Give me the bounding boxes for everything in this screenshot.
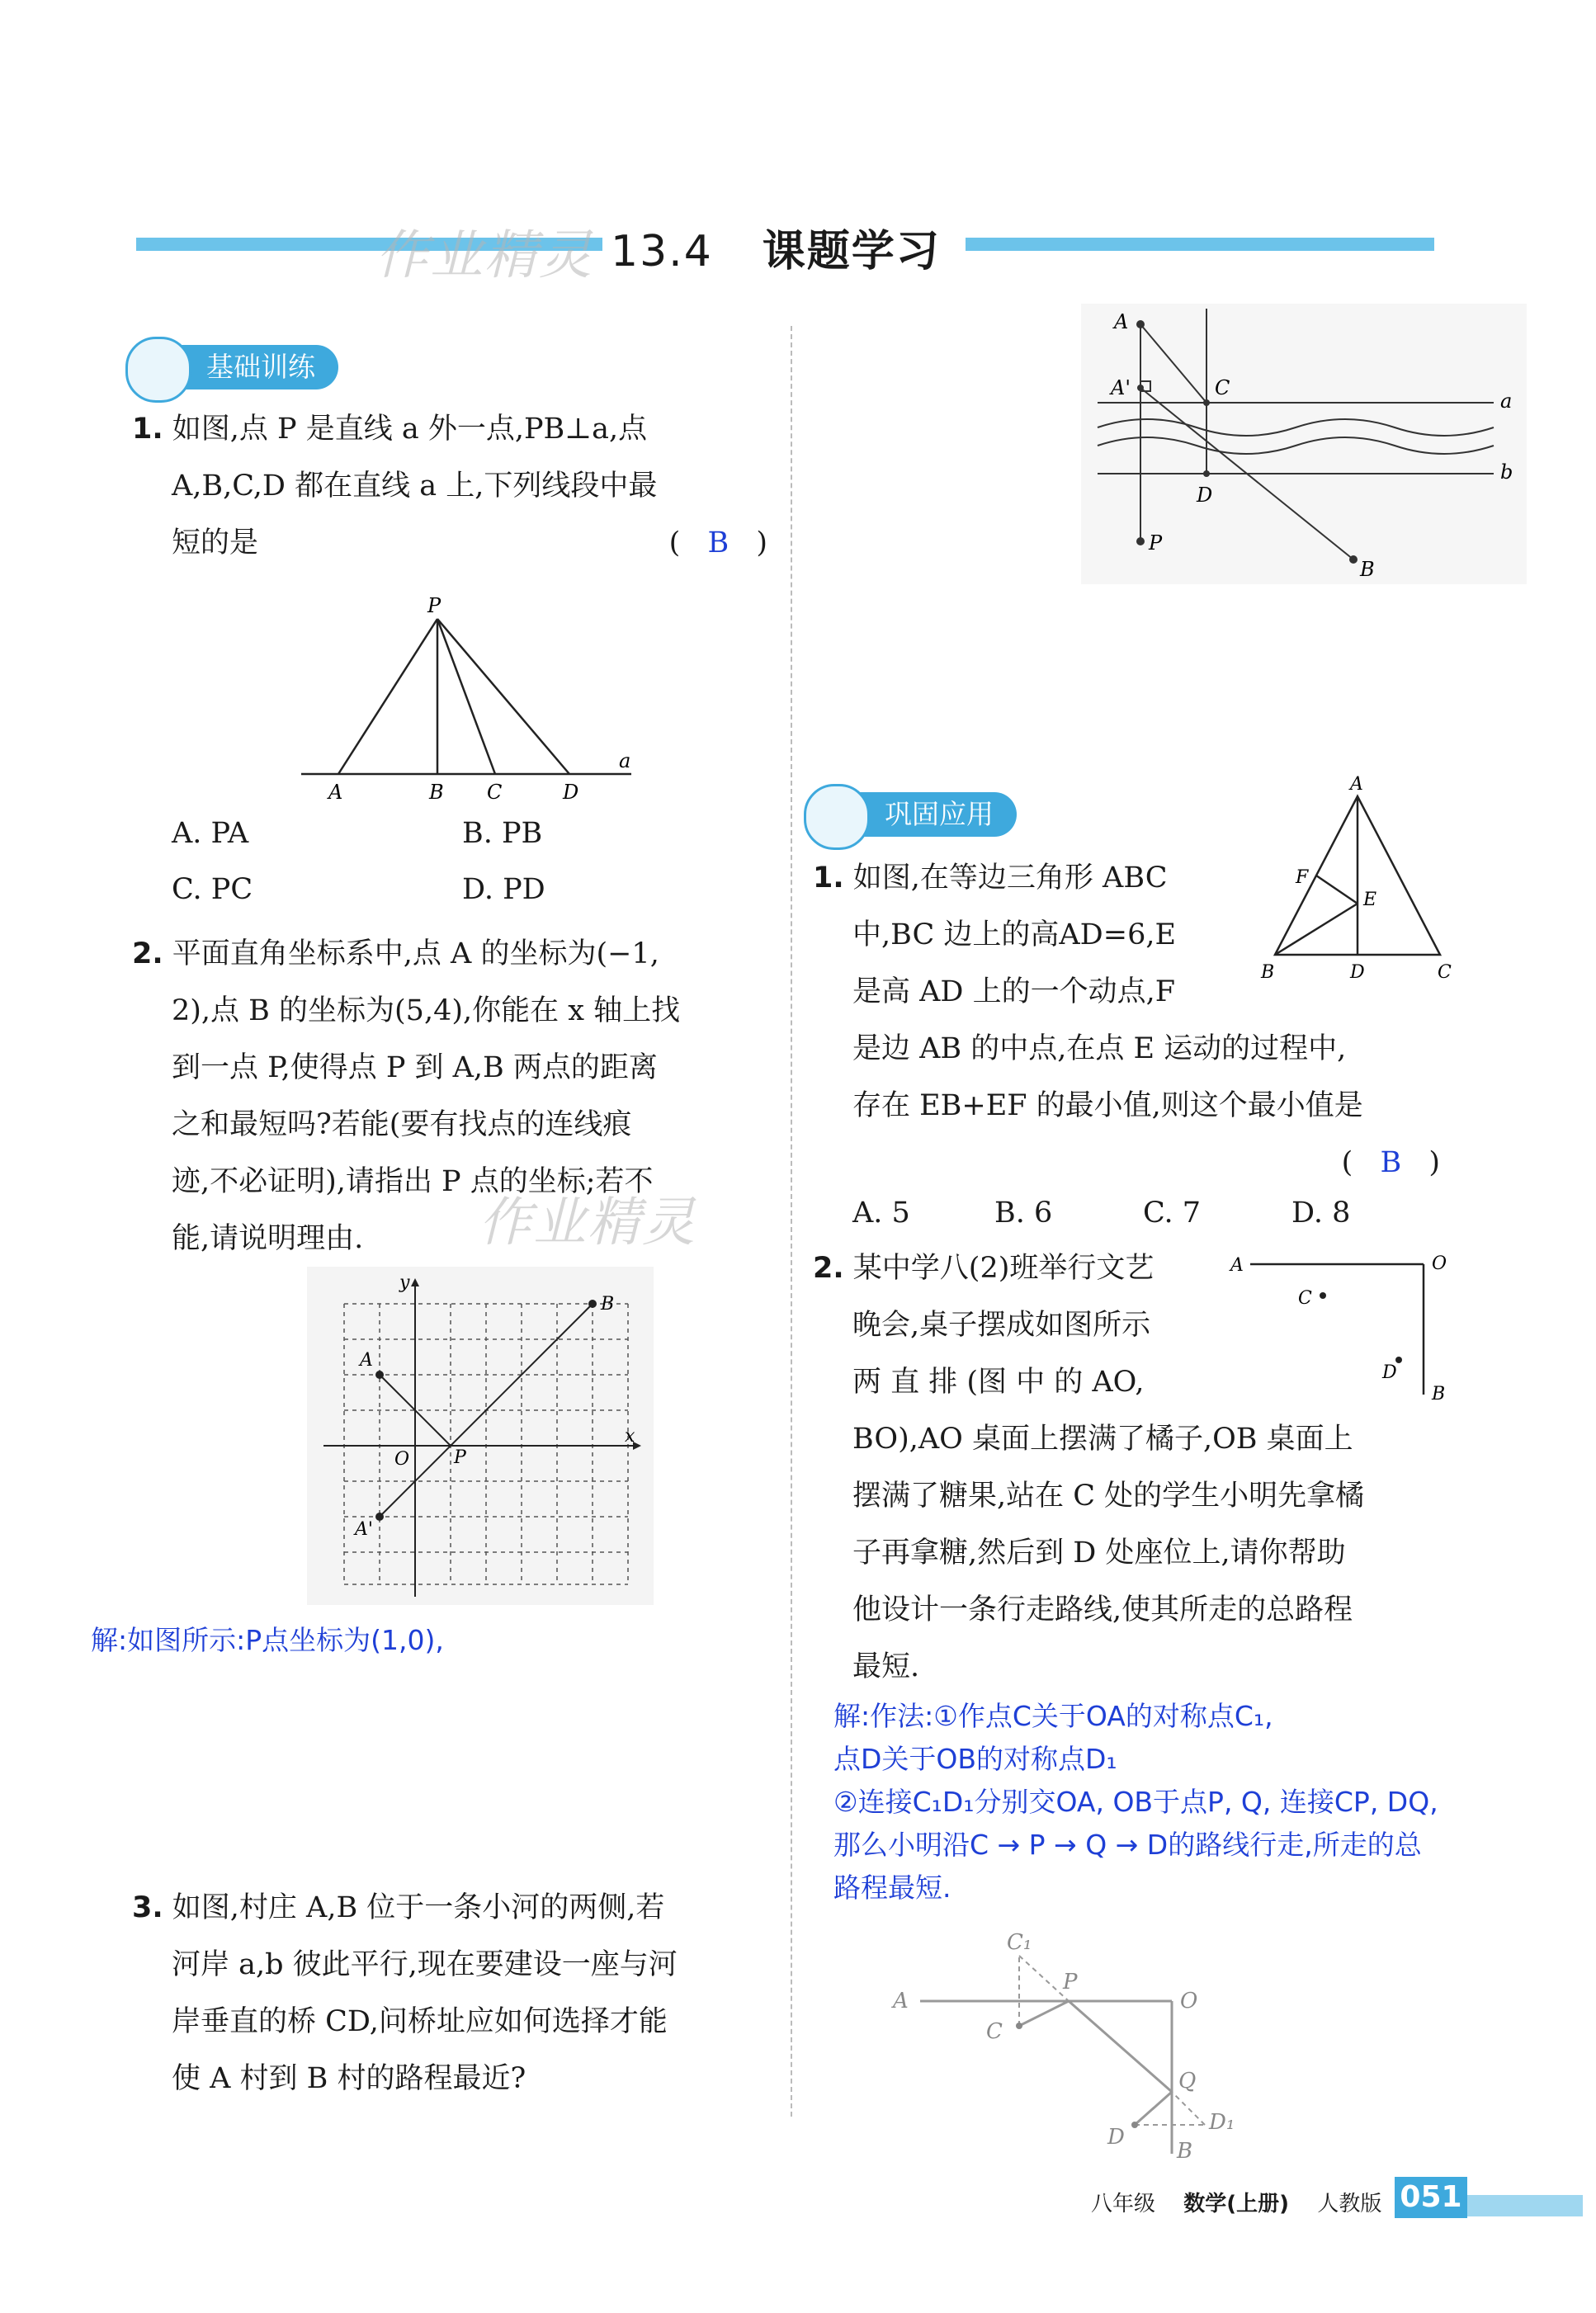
svg-text:O: O bbox=[1432, 1253, 1447, 1274]
watermark-top: 作业精灵 bbox=[375, 225, 593, 286]
svg-text:B: B bbox=[1261, 962, 1275, 983]
svg-text:B: B bbox=[1177, 2139, 1193, 2162]
label-P: P bbox=[427, 594, 441, 617]
svg-text:B: B bbox=[1360, 558, 1375, 581]
question-left-2: 2. 平面直角坐标系中,点 A 的坐标为(−1, 2),点 B 的坐标为(5,4),你能在 x 轴上找 到一点 P,使得点 P 到 A,B 两点的距离 之和最短吗?若能(要有找点的连线痕 迹,不必证明),请指出 P 点的坐标;若不 能,请说明理由. bbox=[132, 937, 681, 1255]
svg-text:A': A' bbox=[355, 1519, 373, 1540]
option-D: D. PD bbox=[462, 873, 545, 906]
svg-text:x: x bbox=[625, 1426, 635, 1447]
svg-text:A: A bbox=[893, 1989, 909, 2013]
option-C: C. PC bbox=[172, 873, 253, 906]
page-number: 051 bbox=[1395, 2177, 1467, 2218]
section-badge-consolidate: 巩固应用 bbox=[810, 792, 1017, 837]
figure-tables-solution bbox=[883, 1923, 1263, 2162]
footer-bar bbox=[1467, 2195, 1583, 2216]
svg-text:C: C bbox=[986, 2019, 1003, 2044]
svg-text:B: B bbox=[1432, 1384, 1446, 1404]
svg-text:B: B bbox=[601, 1294, 615, 1315]
svg-text:D: D bbox=[1382, 1362, 1397, 1383]
badge-icon bbox=[125, 337, 191, 403]
badge-icon bbox=[804, 784, 870, 850]
option-B: B. PB bbox=[462, 817, 543, 850]
svg-text:D: D bbox=[1107, 2125, 1125, 2150]
figure-equilateral-triangle bbox=[1254, 772, 1461, 1003]
option-r1-C: C. 7 bbox=[1143, 1197, 1202, 1230]
figure-coordinate-grid bbox=[307, 1267, 654, 1605]
label-D: D bbox=[563, 781, 579, 804]
solution-right-2: 解:作法:①作点C关于OA的对称点C₁, 点D关于OB的对称点D₁ ②连接C₁D₁分别交OA, OB于点P, Q, 连接CP, DQ, 那么小明沿C → P → Q → D的路线行走,所走的总 路程最短. bbox=[833, 1700, 1438, 1904]
figure-tables bbox=[1225, 1246, 1457, 1411]
label-a: a bbox=[619, 749, 631, 772]
svg-text:F: F bbox=[1296, 867, 1309, 888]
svg-text:D₁: D₁ bbox=[1209, 2110, 1235, 2135]
svg-text:D: D bbox=[1197, 484, 1213, 507]
option-A: A. PA bbox=[172, 817, 249, 850]
svg-text:P: P bbox=[454, 1447, 466, 1468]
section-title bbox=[611, 216, 941, 278]
column-divider bbox=[791, 326, 792, 2117]
watermark-middle: 作业精灵 bbox=[479, 1192, 696, 1253]
label-B: B bbox=[429, 781, 444, 804]
svg-text:y: y bbox=[399, 1272, 410, 1293]
svg-text:a: a bbox=[1500, 389, 1513, 413]
svg-text:C: C bbox=[1298, 1288, 1312, 1309]
svg-text:A: A bbox=[1350, 774, 1363, 795]
svg-text:E: E bbox=[1363, 890, 1377, 910]
question-left-1: 1. 如图,点 P 是直线 a 外一点,PB⊥a,点 A,B,C,D 都在直线 a 上,下列线段中最 短的是 ( B ) bbox=[132, 413, 767, 559]
question-right-1: 1. 如图,在等边三角形 ABC 中,BC 边上的高AD=6,E 是高 AD 上的一个动点,F 是边 AB 的中点,在点 E 运动的过程中, 存在 EB+EF 的最小值,则这个最小值是 ( B ) bbox=[813, 861, 1440, 1179]
section-badge-basic: 基础训练 bbox=[132, 345, 338, 389]
svg-text:A: A bbox=[1114, 310, 1129, 333]
question-right-2: 2. 某中学八(2)班举行文艺 晚会,桌子摆成如图所示 两 直 排 (图 中 的 AO, BO),AO 桌面上摆满了橘子,OB 桌面上 摆满了糖果,站在 C 处的学生小明先拿橘 子再拿糖,然后到 D 处座位上,请你帮助 他设计一条行走路线,使其所走的总路程 最短. bbox=[813, 1252, 1365, 1683]
svg-text:b: b bbox=[1500, 460, 1513, 484]
svg-text:P: P bbox=[1149, 531, 1163, 555]
svg-text:A: A bbox=[1230, 1255, 1244, 1276]
question-left-3: 3. 如图,村庄 A,B 位于一条小河的两侧,若 河岸 a,b 彼此平行,现在要建设一座与河 岸垂直的桥 CD,问桥址应如何选择才能 使 A 村到 B 村的路程最近? bbox=[132, 1891, 678, 2095]
svg-text:C₁: C₁ bbox=[1007, 1930, 1032, 1955]
title-bar-right bbox=[966, 238, 1434, 251]
svg-text:C: C bbox=[1215, 376, 1230, 399]
solution-left-2: 解:如图所示:P点坐标为(1,0), bbox=[91, 1624, 444, 1656]
option-r1-D: D. 8 bbox=[1291, 1197, 1351, 1230]
svg-text:D: D bbox=[1350, 962, 1365, 983]
svg-text:Q: Q bbox=[1178, 2069, 1197, 2094]
label-A: A bbox=[328, 781, 343, 804]
answer-left-1: B bbox=[707, 526, 730, 559]
svg-text:O: O bbox=[394, 1449, 410, 1470]
svg-text:C: C bbox=[1438, 962, 1452, 983]
svg-text:A': A' bbox=[1111, 376, 1131, 399]
footer-info: 八年级 数学(上册) 人教版 bbox=[1091, 2192, 1382, 2216]
option-r1-B: B. 6 bbox=[994, 1197, 1053, 1230]
section-number: 13.4 bbox=[611, 227, 713, 276]
svg-text:A: A bbox=[360, 1350, 373, 1371]
svg-text:O: O bbox=[1180, 1989, 1198, 2013]
svg-text:P: P bbox=[1063, 1970, 1078, 1994]
figure-perpendicular bbox=[297, 594, 644, 809]
section-name: 课题学习 bbox=[762, 227, 941, 276]
answer-right-1: B bbox=[1380, 1146, 1402, 1179]
label-C: C bbox=[487, 781, 503, 804]
option-r1-A: A. 5 bbox=[852, 1197, 910, 1230]
figure-river-bridge bbox=[1081, 304, 1527, 584]
